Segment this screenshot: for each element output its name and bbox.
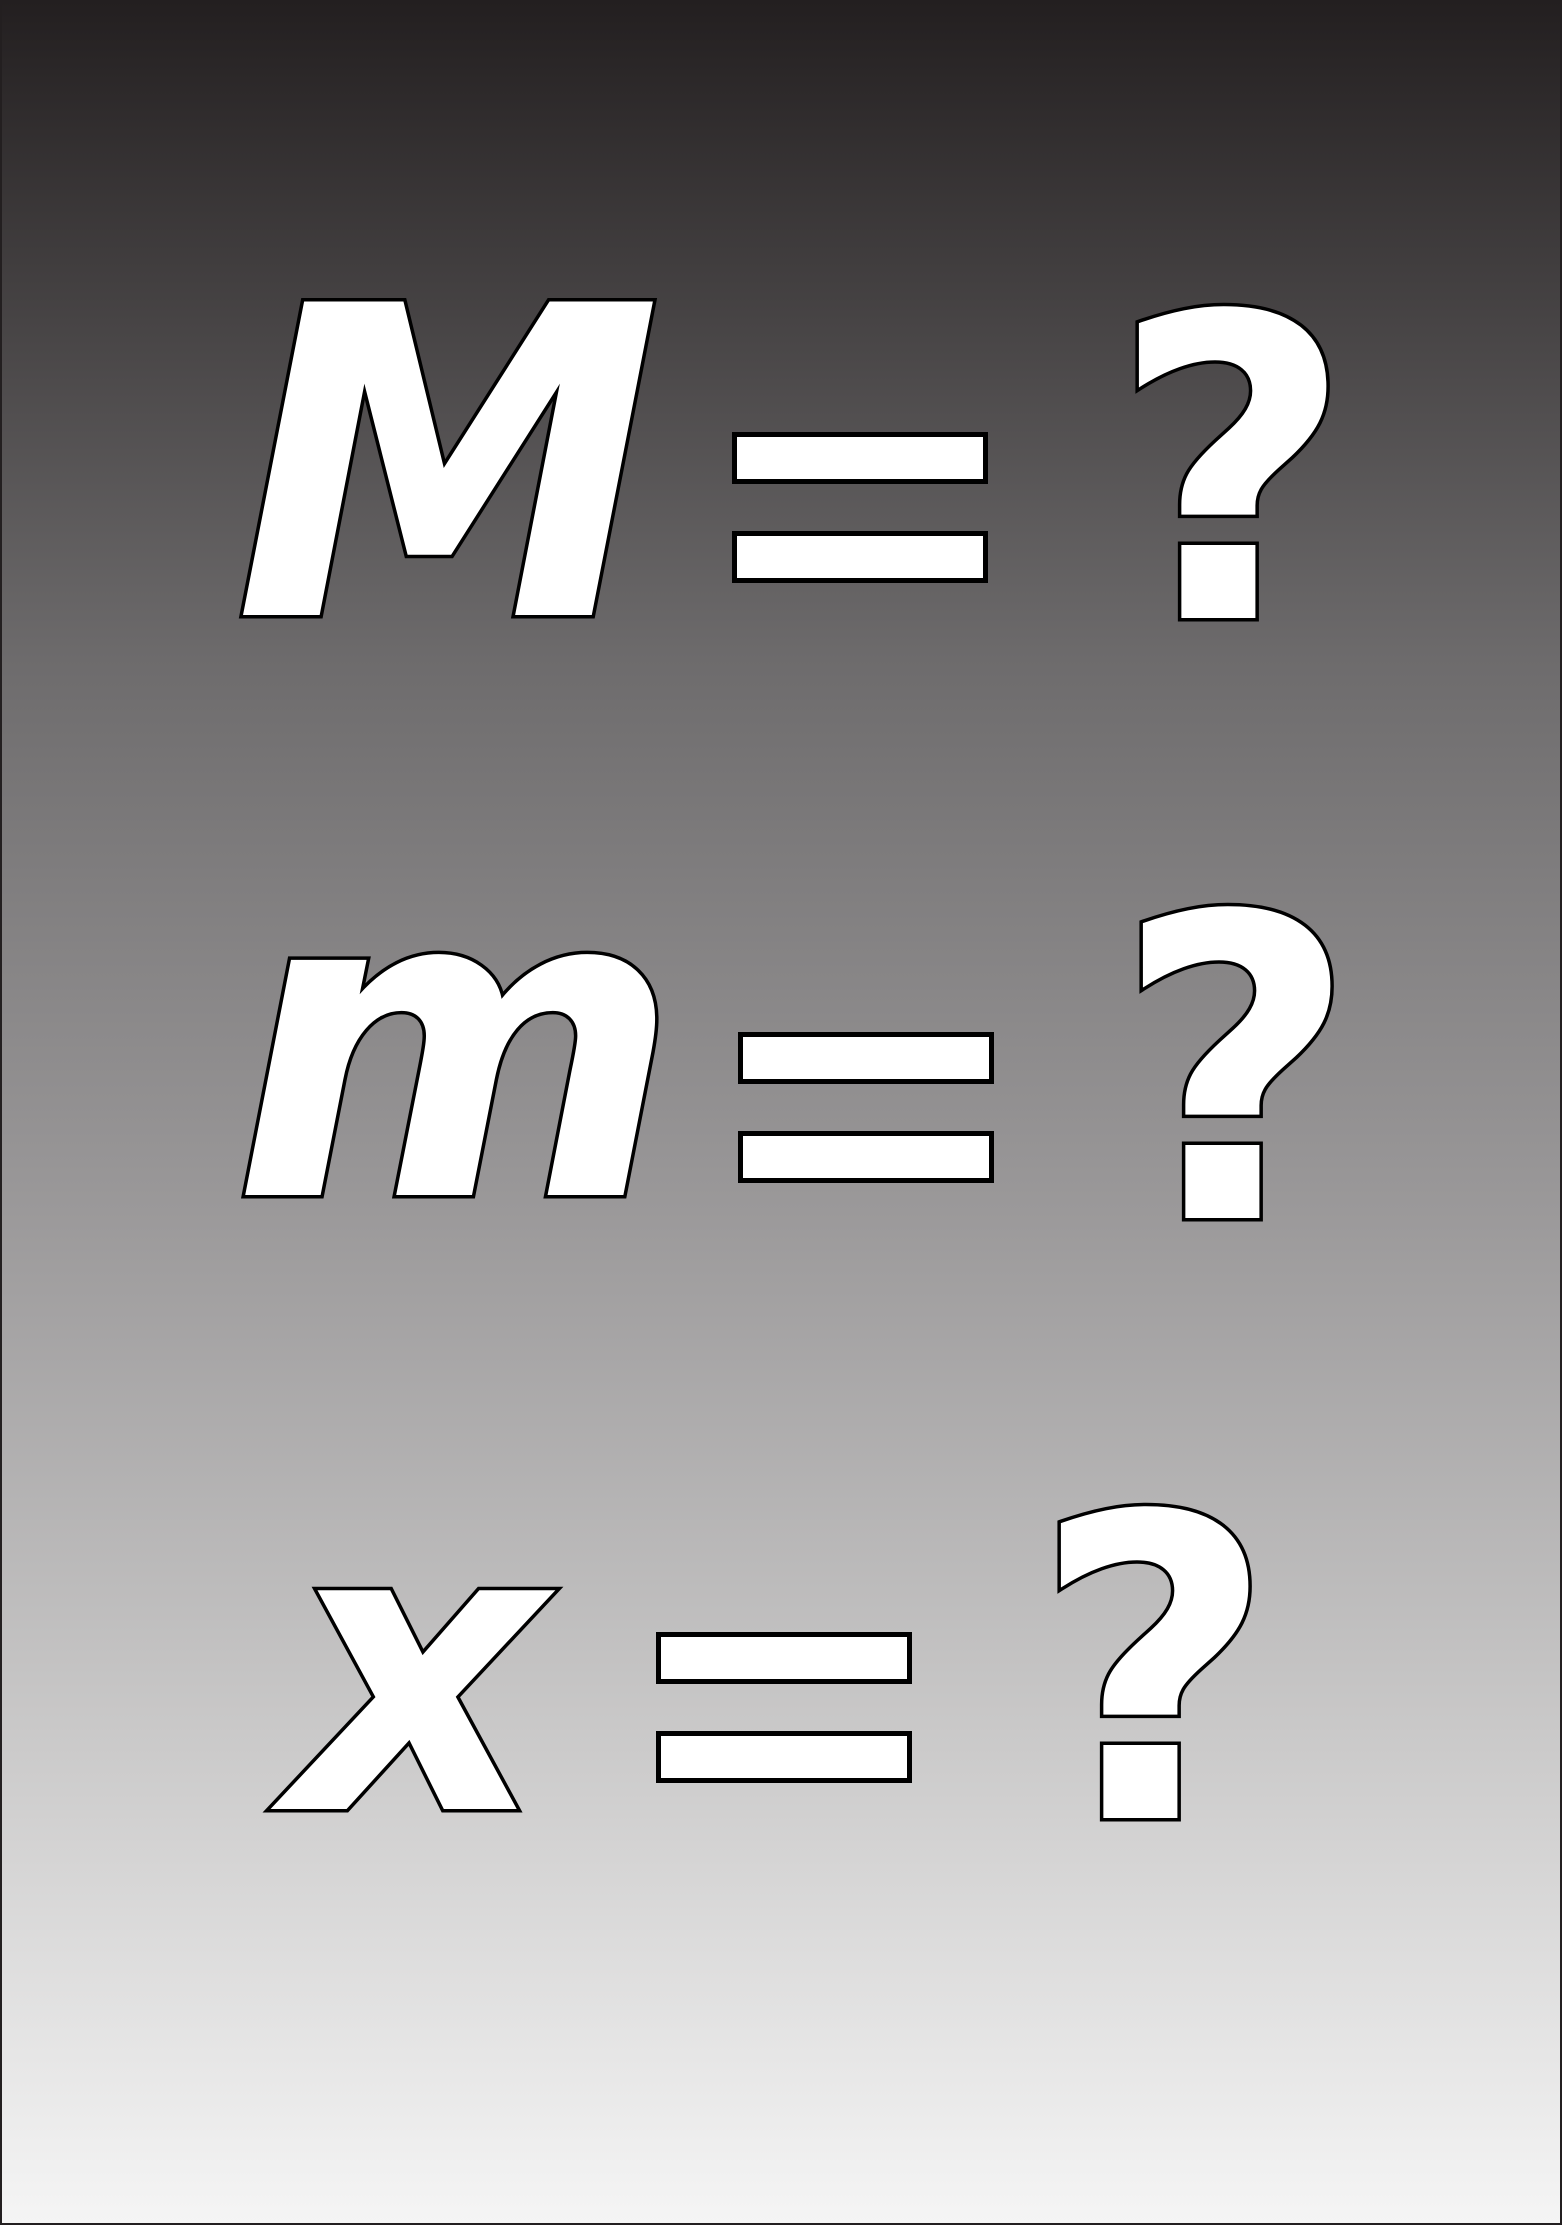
equals-bar-top (732, 432, 988, 484)
equals-sign-3 (656, 1632, 912, 1778)
equals-bar-bottom (732, 531, 988, 583)
equals-bar-top (656, 1632, 912, 1684)
variable-lowercase-m: m (232, 797, 681, 1297)
question-mark-2: ? (1114, 829, 1358, 1318)
equals-bar-top (738, 1032, 994, 1084)
equals-bar-bottom (656, 1731, 912, 1783)
question-mark-3: ? (1032, 1429, 1276, 1918)
equals-sign-1 (732, 432, 988, 578)
equals-sign-2 (738, 1032, 994, 1178)
equals-bar-bottom (738, 1131, 994, 1183)
variable-x: x (287, 1439, 546, 1904)
variable-capital-m: M (234, 217, 662, 717)
question-mark-1: ? (1110, 229, 1354, 718)
